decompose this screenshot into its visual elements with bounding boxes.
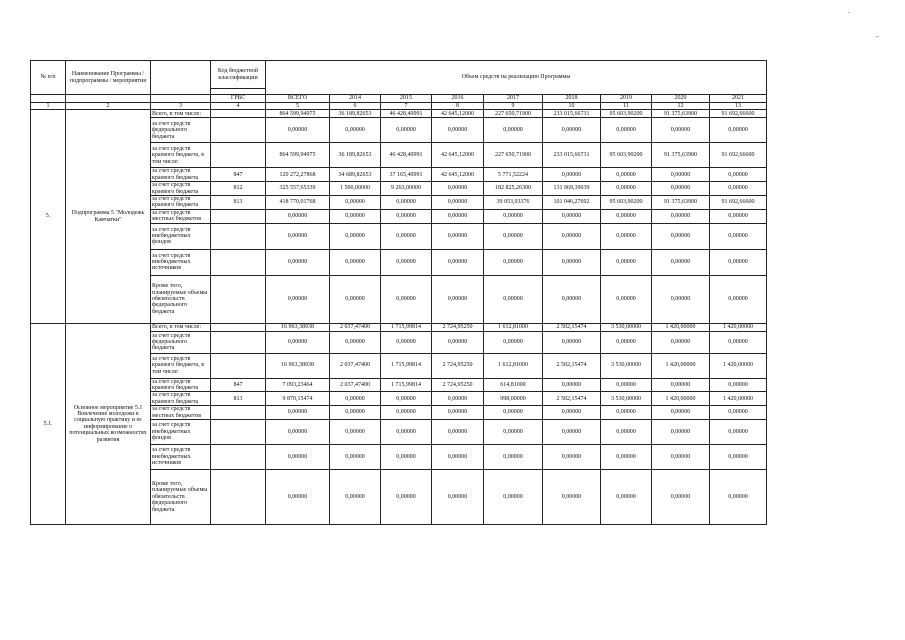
amount-year: 0,00000 [330,275,381,323]
amount-year: 0,00000 [330,420,381,445]
amount-year: 0,00000 [601,118,652,143]
amount-year: 0,00000 [710,275,767,323]
amount-year: 0,00000 [330,392,381,406]
amount-total: 0,00000 [266,118,330,143]
amount-year: 2 724,95250 [432,323,484,331]
grbs-code [211,420,266,445]
amount-year: 2 037,47400 [330,353,381,378]
amount-year: 91 375,63900 [652,196,710,210]
funding-source: Всего, в том числе: [151,323,211,331]
funding-source: Кроме того, планируемые объемы обязательств федерального бюджета [151,275,211,323]
grbs-code [211,143,266,168]
amount-year: 0,00000 [652,378,710,392]
amount-year: 182 825,26300 [484,182,543,196]
amount-year: 0,00000 [652,275,710,323]
amount-year: 2 502,15474 [543,392,601,406]
amount-year: 0,00000 [652,168,710,182]
amount-year: 0,00000 [710,182,767,196]
amount-year: 9 263,00000 [381,182,432,196]
amount-year: 2 037,47400 [330,378,381,392]
amount-year: 0,00000 [652,331,710,353]
amount-year: 0,00000 [484,118,543,143]
amount-total: 0,00000 [266,209,330,223]
header-no: № п/п [31,61,66,95]
amount-year: 0,00000 [381,392,432,406]
amount-year: 0,00000 [710,331,767,353]
amount-year: 0,00000 [710,118,767,143]
amount-year: 95 603,90200 [601,196,652,210]
col-number: 12 [652,103,710,110]
funding-source: за счет средств федерального бюджета [151,118,211,143]
amount-year: 0,00000 [330,196,381,210]
funding-source: за счет средств краевого бюджета [151,168,211,182]
amount-year: 1 500,00000 [330,182,381,196]
amount-year: 2 502,15474 [543,353,601,378]
amount-total: 0,00000 [266,249,330,275]
header-year: 2015 [381,95,432,103]
amount-total: 0,00000 [266,470,330,525]
amount-total: 7 093,23464 [266,378,330,392]
amount-year: 42 645,12000 [432,168,484,182]
amount-total: 418 770,01768 [266,196,330,210]
grbs-code [211,406,266,420]
amount-year: 0,00000 [330,406,381,420]
amount-year: 0,00000 [652,249,710,275]
amount-year: 0,00000 [652,445,710,470]
funding-source: Всего, в том числе: [151,110,211,118]
table-body [31,110,767,525]
amount-year: 0,00000 [432,196,484,210]
col-number: 2 [66,103,151,110]
amount-year: 1 420,00000 [652,353,710,378]
amount-year: 0,00000 [432,182,484,196]
amount-year: 0,00000 [330,209,381,223]
amount-total: 0,00000 [266,420,330,445]
header-year: ВСЕГО [266,95,330,103]
amount-year: 37 165,40991 [381,168,432,182]
grbs-code: 847 [211,378,266,392]
grbs-code [211,249,266,275]
amount-year: 0,00000 [543,249,601,275]
amount-year: 0,00000 [432,420,484,445]
funding-source: за счет средств краевого бюджета [151,392,211,406]
amount-year: 0,00000 [710,420,767,445]
amount-year: 0,00000 [432,470,484,525]
amount-year: 91 692,66600 [710,143,767,168]
amount-year: 0,00000 [710,406,767,420]
amount-year: 1 420,00000 [652,323,710,331]
amount-year: 0,00000 [543,275,601,323]
col-number: 11 [601,103,652,110]
amount-year: 0,00000 [543,445,601,470]
funding-source: за счет средств краевого бюджета [151,182,211,196]
amount-year: 91 375,63900 [652,143,710,168]
amount-year: 0,00000 [432,209,484,223]
grbs-code [211,331,266,353]
header-grbs: ГРБС [211,95,266,103]
amount-year: 0,00000 [543,168,601,182]
grbs-code: 813 [211,392,266,406]
row-number: 5. [31,110,66,323]
amount-year: 0,00000 [381,420,432,445]
subprogram-name: Основное мероприятие 5.1 Вовлечение молодежи в социальную практику и ее информирование о потенциальных возможностях развития [66,323,151,524]
amount-year: 0,00000 [601,331,652,353]
header-year: 2021 [710,95,767,103]
amount-year: 0,00000 [543,378,601,392]
amount-total: 0,00000 [266,223,330,249]
amount-year: 0,00000 [432,331,484,353]
amount-year: 34 689,82653 [330,168,381,182]
grbs-code [211,323,266,331]
amount-year: 0,00000 [381,223,432,249]
grbs-code [211,470,266,525]
amount-year: 0,00000 [432,223,484,249]
amount-year: 1 612,81000 [484,323,543,331]
header-row-numbers [31,103,767,110]
amount-total: 0,00000 [266,275,330,323]
amount-year: 3 530,00000 [601,392,652,406]
amount-total: 0,00000 [266,445,330,470]
header-volume: Объем средств на реализацию Программы [266,61,767,95]
amount-year: 1 715,99814 [381,323,432,331]
funding-source: за счет средств местных бюджетов [151,209,211,223]
amount-year: 0,00000 [543,406,601,420]
amount-year: 1 420,00000 [652,392,710,406]
col-number: 8 [432,103,484,110]
funding-source: за счет средств краевого бюджета, в том числе: [151,143,211,168]
amount-total: 16 963,38938 [266,353,330,378]
table-row [31,323,767,331]
amount-year: 0,00000 [601,470,652,525]
amount-year: 0,00000 [330,470,381,525]
amount-total: 0,00000 [266,406,330,420]
amount-year: 614,81000 [484,378,543,392]
amount-year: 0,00000 [432,406,484,420]
amount-year: 0,00000 [601,445,652,470]
grbs-code [211,353,266,378]
amount-year: 1 420,00000 [710,323,767,331]
amount-year: 0,00000 [652,209,710,223]
amount-year: 0,00000 [601,209,652,223]
amount-year: 42 645,12000 [432,143,484,168]
amount-year: 0,00000 [432,392,484,406]
amount-year: 131 969,39039 [543,182,601,196]
amount-year: 46 428,40991 [381,110,432,118]
amount-year: 0,00000 [652,470,710,525]
amount-year: 0,00000 [484,445,543,470]
amount-year: 0,00000 [710,470,767,525]
amount-year: 0,00000 [381,470,432,525]
amount-year: 0,00000 [652,420,710,445]
grbs-code [211,110,266,118]
amount-year: 0,00000 [601,406,652,420]
grbs-code [211,445,266,470]
grbs-code [211,275,266,323]
amount-year: 2 724,95250 [432,353,484,378]
amount-year: 1 715,99814 [381,378,432,392]
amount-year: 0,00000 [543,420,601,445]
amount-year: 3 530,00000 [601,353,652,378]
amount-year: 0,00000 [543,209,601,223]
header-year: 2014 [330,95,381,103]
amount-year: 0,00000 [381,275,432,323]
amount-total: 864 599,94975 [266,110,330,118]
amount-year: 0,00000 [710,209,767,223]
amount-total: 120 272,27868 [266,168,330,182]
amount-total: 0,00000 [266,331,330,353]
amount-year: 46 428,40991 [381,143,432,168]
amount-year: 0,00000 [381,249,432,275]
amount-year: 0,00000 [710,223,767,249]
amount-year: 233 015,66731 [543,143,601,168]
amount-total: 9 870,15474 [266,392,330,406]
col-number: 9 [484,103,543,110]
amount-year: 36 189,82653 [330,143,381,168]
amount-year: 3 530,00000 [601,323,652,331]
amount-year: 0,00000 [652,118,710,143]
amount-year: 0,00000 [652,223,710,249]
col-number: 7 [381,103,432,110]
amount-year: 1 715,99814 [381,353,432,378]
grbs-code [211,223,266,249]
amount-year: 36 189,82653 [330,110,381,118]
col-number: 13 [710,103,767,110]
amount-year: 227 650,71900 [484,110,543,118]
amount-year: 0,00000 [601,182,652,196]
amount-year: 0,00000 [432,118,484,143]
amount-year: 0,00000 [543,470,601,525]
header-year: 2016 [432,95,484,103]
amount-year: 1 420,00000 [710,392,767,406]
amount-year: 2 037,47400 [330,323,381,331]
amount-total: 16 963,38938 [266,323,330,331]
header-name: Наименование Программы / подпрограммы / мероприятия [66,61,151,95]
amount-year: 0,00000 [484,249,543,275]
amount-year: 0,00000 [381,331,432,353]
amount-year: 5 771,52224 [484,168,543,182]
col-number: 1 [31,103,66,110]
amount-year: 0,00000 [601,420,652,445]
funding-source: за счет средств внебюджетных фондов [151,223,211,249]
amount-year: 95 603,90200 [601,110,652,118]
amount-year: 0,00000 [432,249,484,275]
row-number: 5.1. [31,323,66,524]
amount-year: 0,00000 [484,209,543,223]
amount-year: 101 046,27692 [543,196,601,210]
amount-year: 0,00000 [601,168,652,182]
amount-year: 998,00000 [484,392,543,406]
funding-source: за счет средств внебюджетных фондов [151,420,211,445]
amount-year: 0,00000 [652,182,710,196]
header-year: 2019 [601,95,652,103]
amount-year: 0,00000 [601,223,652,249]
grbs-code: 813 [211,196,266,210]
grbs-code [211,209,266,223]
amount-year: 0,00000 [381,406,432,420]
col-number: 6 [330,103,381,110]
amount-year: 0,00000 [710,249,767,275]
amount-year: 91 692,66600 [710,196,767,210]
amount-year: 39 053,93376 [484,196,543,210]
amount-year: 233 015,66731 [543,110,601,118]
amount-year: 0,00000 [484,275,543,323]
amount-year: 0,00000 [381,209,432,223]
grbs-code [211,118,266,143]
amount-year: 0,00000 [432,445,484,470]
amount-year: 0,00000 [484,420,543,445]
amount-year: 227 650,71900 [484,143,543,168]
amount-year: 0,00000 [710,378,767,392]
amount-year: 91 692,66600 [710,110,767,118]
amount-year: 0,00000 [330,331,381,353]
amount-year: 0,00000 [710,168,767,182]
amount-year: 0,00000 [330,249,381,275]
corner-mark-dash: - [876,32,879,41]
amount-year: 0,00000 [601,249,652,275]
amount-year: 0,00000 [484,331,543,353]
amount-year: 0,00000 [484,470,543,525]
amount-year: 0,00000 [710,445,767,470]
amount-year: 0,00000 [381,118,432,143]
amount-year: 0,00000 [601,378,652,392]
amount-year: 2 724,95250 [432,378,484,392]
amount-year: 0,00000 [543,331,601,353]
amount-year: 0,00000 [330,118,381,143]
col-number: 4 [211,103,266,110]
amount-year: 0,00000 [330,223,381,249]
header-code: Код бюджетной классификации [211,61,266,89]
amount-year: 0,00000 [484,223,543,249]
amount-year: 2 502,15474 [543,323,601,331]
table-row [31,110,767,118]
amount-total: 864 599,94975 [266,143,330,168]
funding-source: Кроме того, планируемые объемы обязательств федерального бюджета [151,470,211,525]
grbs-code: 847 [211,168,266,182]
header-year: 2017 [484,95,543,103]
amount-year: 0,00000 [432,275,484,323]
corner-mark-dot: . [848,6,850,15]
amount-year: 0,00000 [330,445,381,470]
col-number: 10 [543,103,601,110]
amount-year: 95 603,90200 [601,143,652,168]
header-year: 2020 [652,95,710,103]
amount-year: 0,00000 [381,445,432,470]
header-row-top [31,61,767,89]
amount-year: 91 375,63900 [652,110,710,118]
amount-year: 0,00000 [601,275,652,323]
amount-year: 1 612,81000 [484,353,543,378]
amount-year: 0,00000 [484,406,543,420]
amount-year: 0,00000 [381,196,432,210]
amount-year: 0,00000 [543,118,601,143]
funding-source: за счет средств краевого бюджета [151,378,211,392]
grbs-code: 812 [211,182,266,196]
funding-source: за счет средств федерального бюджета [151,331,211,353]
col-number: 5 [266,103,330,110]
amount-year: 0,00000 [652,406,710,420]
budget-table [30,60,767,525]
header-year: 2018 [543,95,601,103]
amount-year: 42 645,12000 [432,110,484,118]
col-number: 3 [151,103,211,110]
subprogram-name: Подпрограмма 5 "Молодежь Камчатки" [66,110,151,323]
header-row-years [31,95,767,103]
header-spacer [151,61,211,95]
amount-year: 0,00000 [543,223,601,249]
amount-year: 1 420,00000 [710,353,767,378]
funding-source: за счет средств местных бюджетов [151,406,211,420]
funding-source: за счет средств краевого бюджета, в том числе: [151,353,211,378]
funding-source: за счет средств краевого бюджета [151,196,211,210]
amount-total: 325 557,65339 [266,182,330,196]
funding-source: за счет средств внебюджетных источников [151,249,211,275]
funding-source: за счет средств внебюджетных источников [151,445,211,470]
